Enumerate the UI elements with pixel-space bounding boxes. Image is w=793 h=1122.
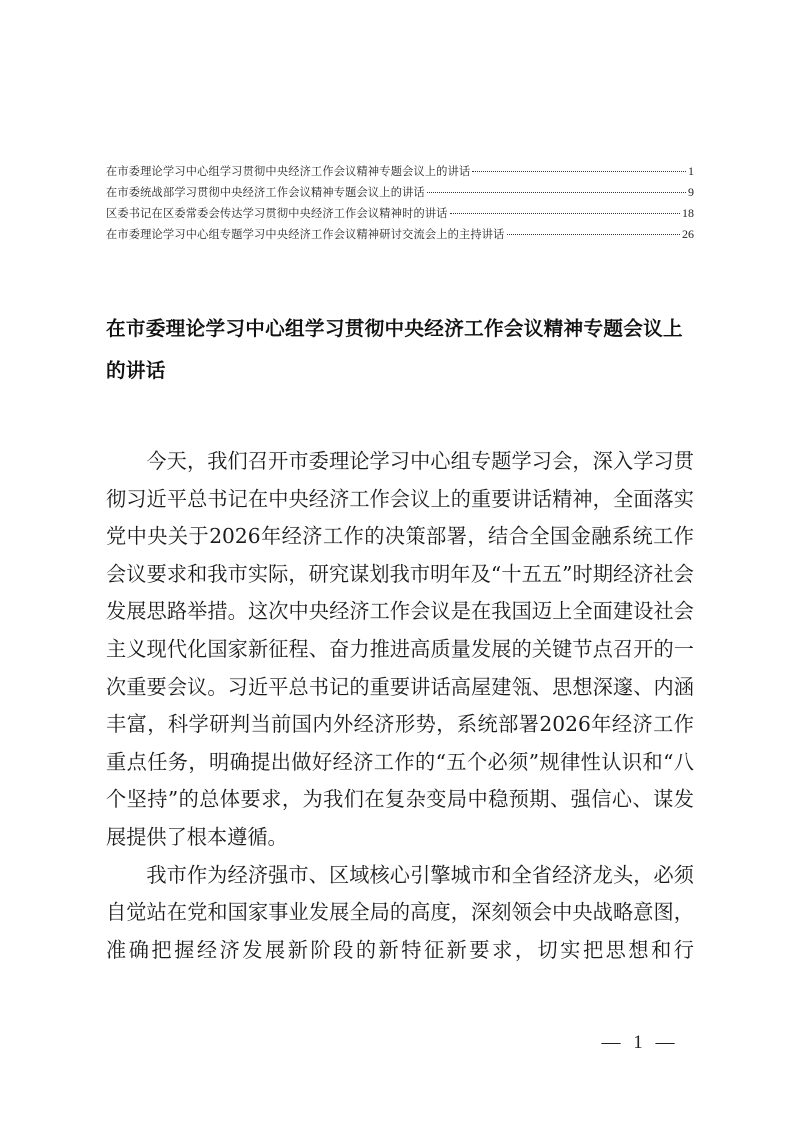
toc-entry[interactable] bbox=[106, 224, 694, 245]
toc-entry-title: 区委书记在区委常委会传达学习贯彻中央经济工作会议精神时的讲话 bbox=[106, 208, 448, 220]
body-paragraph: 我市作为经济强市、区域核心引擎城市和全省经济龙头，必须自觉站在党和国家事业发展全局的高度，深刻领会中央战略意图，准确把握经济发展新阶段的新特征新要求，切实把思想和行 bbox=[106, 862, 694, 962]
toc-dot-leader bbox=[450, 212, 680, 214]
toc-entry-title: 在市委理论学习中心组学习贯彻中央经济工作会议精神专题会议上的讲话 bbox=[106, 166, 471, 178]
toc-entry-page: 26 bbox=[682, 227, 694, 241]
body-paragraph: 今天，我们召开市委理论学习中心组专题学习会，深入学习贯彻习近平总书记在中央经济工作会议上的重要讲话精神，全面落实党中央关于2026年经济工作的决策部署，结合全国金融系统工作会议要求和我市实际，研究谋划我市明年及“十五五”时期经济社会发展思路举措。这次中央经济工作会议是在我国迈上全面建设社会主义现代化国家新征程、奋力推进高质量发展的关键节点召开的一次重要会议。习近平总书记的重要讲话高屋建瓴、思想深邃、内涵丰富，科学研判当前国内外经济形势，系统部署2026年经济工作重点任务，明确提出做好经济工作的“五个必须”规律性认识和“八个坚持”的总体要求，为我们在复杂变局中稳预期、强信心、谋发展提供了根本遵循。 bbox=[106, 449, 694, 849]
toc-entry-title: 在市委理论学习中心组专题学习中央经济工作会议精神研讨交流会上的主持讲话 bbox=[106, 229, 505, 241]
document-body bbox=[106, 443, 694, 969]
toc-entry[interactable] bbox=[106, 182, 694, 203]
toc-dot-leader bbox=[472, 170, 686, 172]
toc-dot-leader bbox=[507, 233, 680, 235]
toc-entry-page: 9 bbox=[688, 185, 694, 199]
page-number: — 1 — bbox=[601, 1032, 679, 1053]
toc-entry-title: 在市委统战部学习贯彻中央经济工作会议精神专题会议上的讲话 bbox=[106, 187, 425, 199]
document-title: 在市委理论学习中心组学习贯彻中央经济工作会议精神专题会议上的讲话 bbox=[106, 317, 683, 382]
table-of-contents bbox=[106, 161, 694, 245]
toc-entry[interactable] bbox=[106, 203, 694, 224]
toc-entry-page: 18 bbox=[682, 206, 694, 220]
toc-dot-leader bbox=[427, 191, 686, 193]
toc-entry[interactable] bbox=[106, 161, 694, 182]
toc-entry-page: 1 bbox=[688, 164, 694, 178]
